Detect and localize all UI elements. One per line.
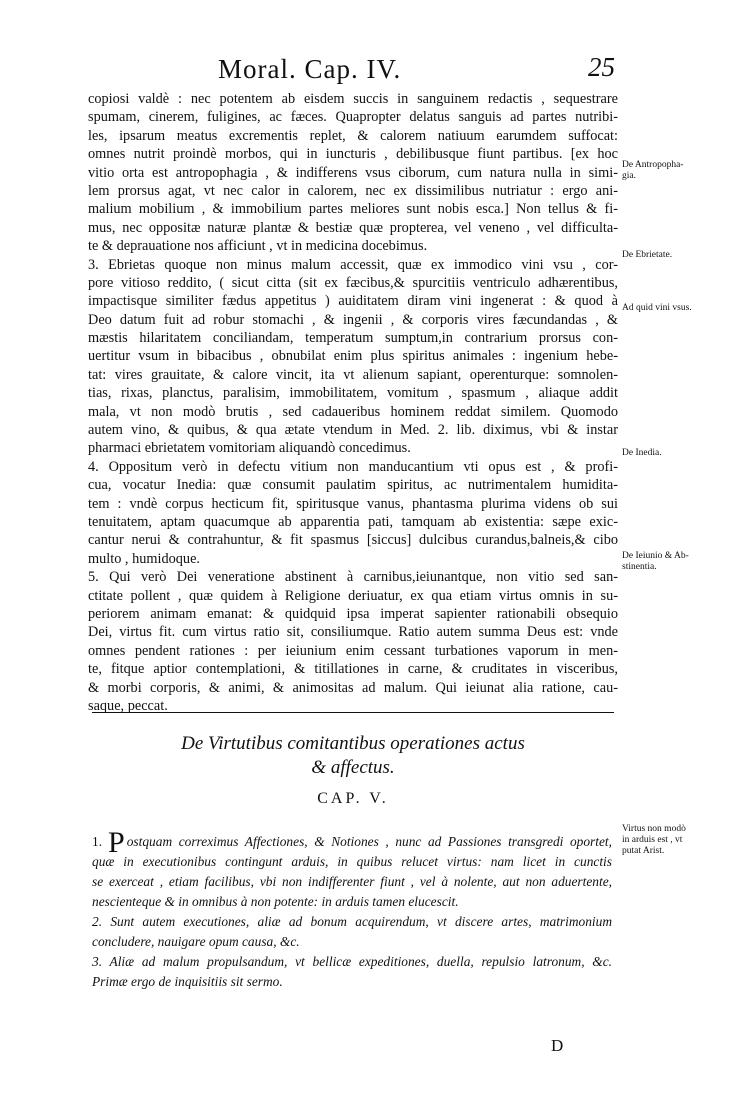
text-line: mæstis hilaritatem conciliandam, temperatum sumptum,in contrarium prorsus con- <box>88 330 618 347</box>
margin-note-line: De Ieiunio & Ab- <box>622 551 689 561</box>
margin-note-line: Ad quid vini vsus. <box>622 303 692 313</box>
chapter-text-line <box>92 892 612 912</box>
chapter-text-line <box>92 852 612 872</box>
chapter-label: CAP. V. <box>317 790 389 807</box>
text-line: tenuitatem, aptam quacumque ab apparentia pati, tamquam ab existentia: sæpe exic- <box>88 513 618 530</box>
chapter-text: concludere, nauigare opum causa, &c. <box>92 934 300 949</box>
margin-note-line: Virtus non modò <box>622 824 686 834</box>
chapter-text: Primæ ergo de inquisitiis sit sermo. <box>92 974 283 989</box>
chapter-text: 2. Sunt autem executiones, aliæ ad bonum acquirendum, vt discere artes, matrimonium <box>92 914 612 929</box>
chapter-text: se exerceat , etiam facilibus, vbi non indifferenter fiunt , vel à nolente, aut non aduertente, <box>92 874 612 889</box>
chapter-text: nescienteque & in omnibus à non potente: in arduis tamen elucescit. <box>92 894 459 909</box>
chapter-text-line <box>92 912 612 932</box>
text-line: pore vitioso reddito, ( sicut citta (sit ex fæcibus,& spurcitiis ventriculo adhærentibus, <box>88 274 618 291</box>
text-line: 4. Oppositum verò in defectu vitium non manducantium vti opus est , & profi- <box>88 458 618 475</box>
section-rule <box>92 712 614 713</box>
text-line: te & deprauatione nos afficiunt , vt in medicina docebimus. <box>88 238 428 255</box>
text-line: uertitur vsum in bibacibus , obnubilat enim plus spiritus animales : ingenium hebe- <box>88 348 618 365</box>
text-line: periorem animam emanat: & quidquid ipsa imperat sapienter rationabili obsequio <box>88 605 618 622</box>
chapter-text: quæ in executionibus contingunt arduis, in quibus relucet virtus: nam licet in cunctis <box>92 854 612 869</box>
item-number: 1. <box>92 834 103 849</box>
chapter-text-block <box>92 832 612 992</box>
chapter-text-line <box>92 932 612 952</box>
text-line: omnes pendent rationes : per ieiunium enim cessant turbationes vaporum in men- <box>88 642 618 659</box>
text-line: vitio orta est antropophagia , & indifferens vsus ciborum, cum natura nulla in simi- <box>88 164 618 181</box>
chapter-text-line <box>92 832 612 852</box>
drop-cap: P <box>108 832 125 852</box>
margin-note-line: gia. <box>622 171 636 181</box>
text-line: & morbi corporis, & animi, & animositas ad malum. Qui ieiunat alia ratione, cau- <box>88 679 618 696</box>
text-line: saque, peccat. <box>88 697 168 714</box>
main-text-block <box>88 90 618 715</box>
margin-note-line: De Ebrietate. <box>622 250 673 260</box>
chapter-text: 3. Aliæ ad malum propulsandum, vt bellicæ expeditiones, duella, repulsio latronum, &c. <box>92 954 612 969</box>
chapter-title-line-1: De Virtutibus comitantibus operationes actus <box>181 733 525 754</box>
text-line: pharmaci ebrietatem vomitoriam aliquandò concedimus. <box>88 440 411 457</box>
text-line: cua, vocatur Inedia: quæ consumit paulatim spiritus, ac nutrimentalem humidita- <box>88 477 618 494</box>
text-line: mala, vt non modò brutis , sed cadaueribus hominem reddat similem. Quomodo <box>88 403 618 420</box>
chapter-text: ostquam correximus Affectiones, & Notiones , nunc ad Passiones transgredi oportet, <box>126 834 612 849</box>
text-line: lem prorsus agat, vt nec calor in calorem, nec ex dissimilibus nutriatur : ergo ani- <box>88 182 618 199</box>
text-line: mus, nec oppositæ naturæ plantæ & bestiæ quæ propterea, vel veneno , vel difficulta- <box>88 219 618 236</box>
margin-note-line: De Antropopha- <box>622 160 684 170</box>
chapter-text-line <box>92 972 612 992</box>
text-line: autem vino, & quibus, & qua ætate vtendum in Med. 2. lib. diximus, vbi & instar <box>88 422 618 439</box>
text-line: impactisque similiter fædus appetitus ) auiditatem diram vini ingenerat : & quod à <box>88 293 618 310</box>
text-line: te, fitque aptior contemplationi, & titillationes in carne, & cruditates in visceribus, <box>88 661 618 678</box>
page-number: 25 <box>588 52 615 82</box>
text-line: malium mobilium , & immobilium partes meliores sunt nobis esca.] Non tellus & fi- <box>88 201 618 218</box>
text-line: 5. Qui verò Dei veneratione abstinent à carnibus,ieiunantque, non vitio sed san- <box>88 569 618 586</box>
margin-note <box>622 303 742 314</box>
margin-note <box>622 250 742 261</box>
running-head: Moral. Cap. IV. <box>218 54 402 84</box>
text-line: Dei, virtus fit. cum virtus ratio sit, consiliumque. Ratio autem summa Deus est: vnde <box>88 624 618 641</box>
margin-note <box>622 551 742 573</box>
margin-note <box>622 160 742 182</box>
text-line: multo , humidoque. <box>88 550 200 567</box>
text-line: Deo datum fuit ad robur stomachi , & ingenii , & corporis vires fæcundandas , & <box>88 311 618 328</box>
chapter-title-line-2: & affectus. <box>311 757 395 778</box>
catchword: D <box>551 1036 564 1055</box>
text-line: spumam, cinerem, fuligines, ac fæces. Quapropter delatus sanguis ad partes nutribi- <box>88 109 618 126</box>
margin-note <box>622 448 742 459</box>
text-line: les, ipsarum meatus excrementis replet, & calorem natiuum earumdem suffocat: <box>88 127 618 144</box>
chapter-text-line <box>92 952 612 972</box>
margin-note-line: in arduis est , vt <box>622 835 683 845</box>
text-line: 3. Ebrietas quoque non minus malum accessit, quæ ex immodico vini vsu , cor- <box>88 256 618 273</box>
text-line: cantur nerui & contrahuntur, & fit spasmus [siccus] dulcibus curandus,balneis,& cibo <box>88 532 618 549</box>
margin-note-line: De Inedia. <box>622 448 662 458</box>
text-line: tias, rixas, planctus, paralisim, immobilitatem, vomitum , spasmum , aliaque addit <box>88 385 618 402</box>
margin-note-line: putat Arist. <box>622 846 665 856</box>
text-line: tat: vires grauitate, & calore vincit, ita vt alienum sapiant, operenturque: somnolen- <box>88 366 618 383</box>
margin-note <box>622 824 742 857</box>
text-line: copiosi valdè : nec potentem ab eisdem succis in sanguinem redactis , sequestrare <box>88 91 618 107</box>
text-line: tem : vndè corpus hecticum fit, spiritusque vanus, phantasma plurima videns ob sui <box>88 495 618 512</box>
chapter-text-line <box>92 872 612 892</box>
text-line: ctitate pollent , quæ quidem à Religione deriuatur, ex qua etiam virtus omnis in su- <box>88 587 618 604</box>
text-line: omnes nutrit proindè morbos, qui in iuncturis , debilibusque fiunt partibus. [ex hoc <box>88 146 618 163</box>
margin-note-line: stinentia. <box>622 562 657 572</box>
